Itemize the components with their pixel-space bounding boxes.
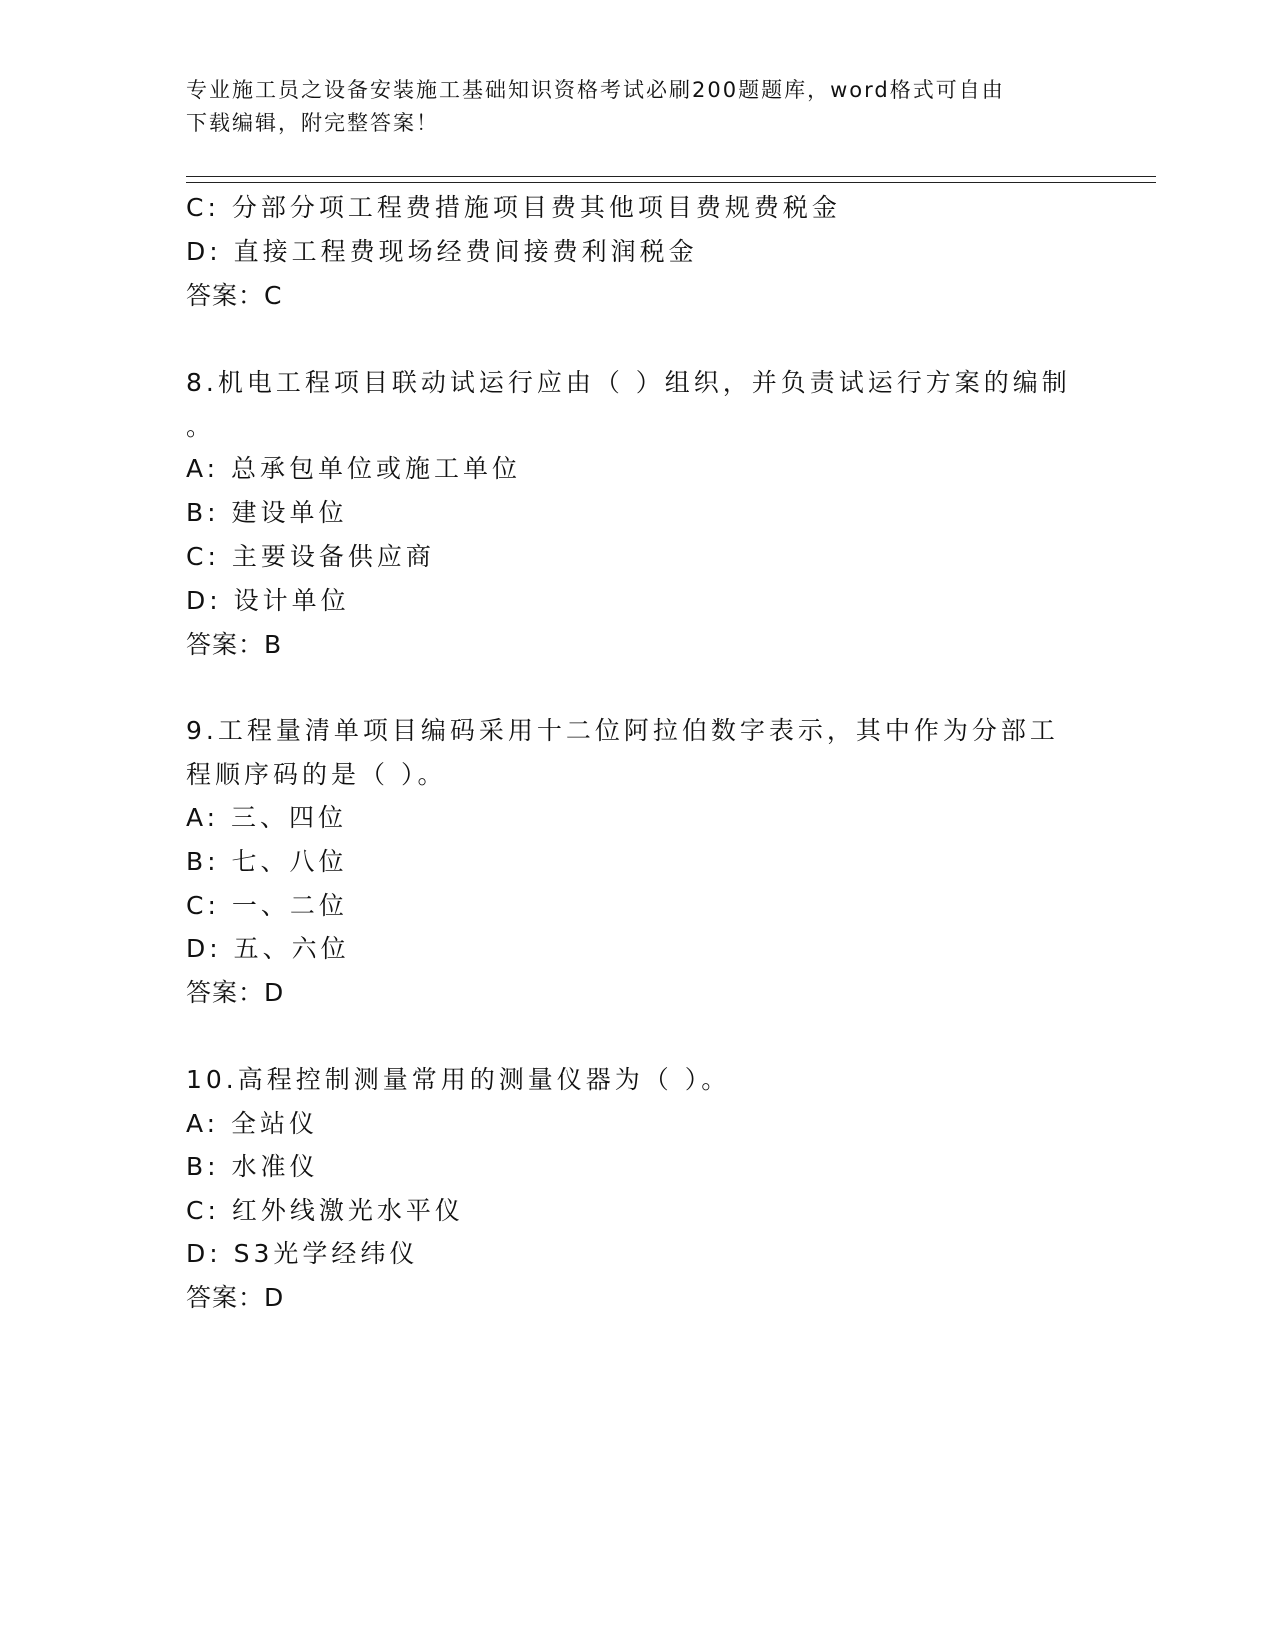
q10-option-c: C: 红外线激光水平仪: [186, 1196, 464, 1225]
header-divider-top: [186, 176, 1156, 177]
q10-option-a: A: 全站仪: [186, 1109, 319, 1138]
prev-option-c: C: 分部分项工程费措施项目费其他项目费规费税金: [186, 193, 841, 222]
q8-stem-line-2: 。: [186, 412, 216, 441]
q9-option-d: D: 五、六位: [186, 934, 350, 963]
q10-option-d: D: S3光学经纬仪: [186, 1239, 419, 1268]
header-divider-bottom: [186, 182, 1156, 183]
q8-option-d: D: 设计单位: [186, 586, 350, 615]
q9-stem-line-1: 9.工程量清单项目编码采用十二位阿拉伯数字表示，其中作为分部工: [186, 716, 1059, 745]
header-line-2: 下载编辑，附完整答案！: [186, 111, 439, 135]
header-line-1: 专业施工员之设备安装施工基础知识资格考试必刷200题题库，word格式可自由: [186, 78, 1005, 102]
q10-stem: 10.高程控制测量常用的测量仪器为（ ）。: [186, 1065, 731, 1094]
q9-stem-line-2: 程顺序码的是（ ）。: [186, 760, 447, 789]
q8-stem-line-1: 8.机电工程项目联动试运行应由（ ）组织，并负责试运行方案的编制: [186, 368, 1071, 397]
q8-option-b: B: 建设单位: [186, 498, 348, 527]
q9-option-b: B: 七、八位: [186, 847, 348, 876]
q9-option-c: C: 一、二位: [186, 891, 348, 920]
q9-answer: 答案：D: [186, 978, 285, 1007]
q10-answer: 答案：D: [186, 1283, 285, 1312]
q8-answer: 答案：B: [186, 630, 283, 659]
prev-answer: 答案：C: [186, 281, 283, 310]
document-header: [186, 74, 1066, 140]
prev-option-d: D: 直接工程费现场经费间接费利润税金: [186, 237, 698, 266]
q9-option-a: A: 三、四位: [186, 803, 348, 832]
q8-option-c: C: 主要设备供应商: [186, 542, 435, 571]
q8-option-a: A: 总承包单位或施工单位: [186, 454, 522, 483]
q10-option-b: B: 水准仪: [186, 1152, 319, 1181]
